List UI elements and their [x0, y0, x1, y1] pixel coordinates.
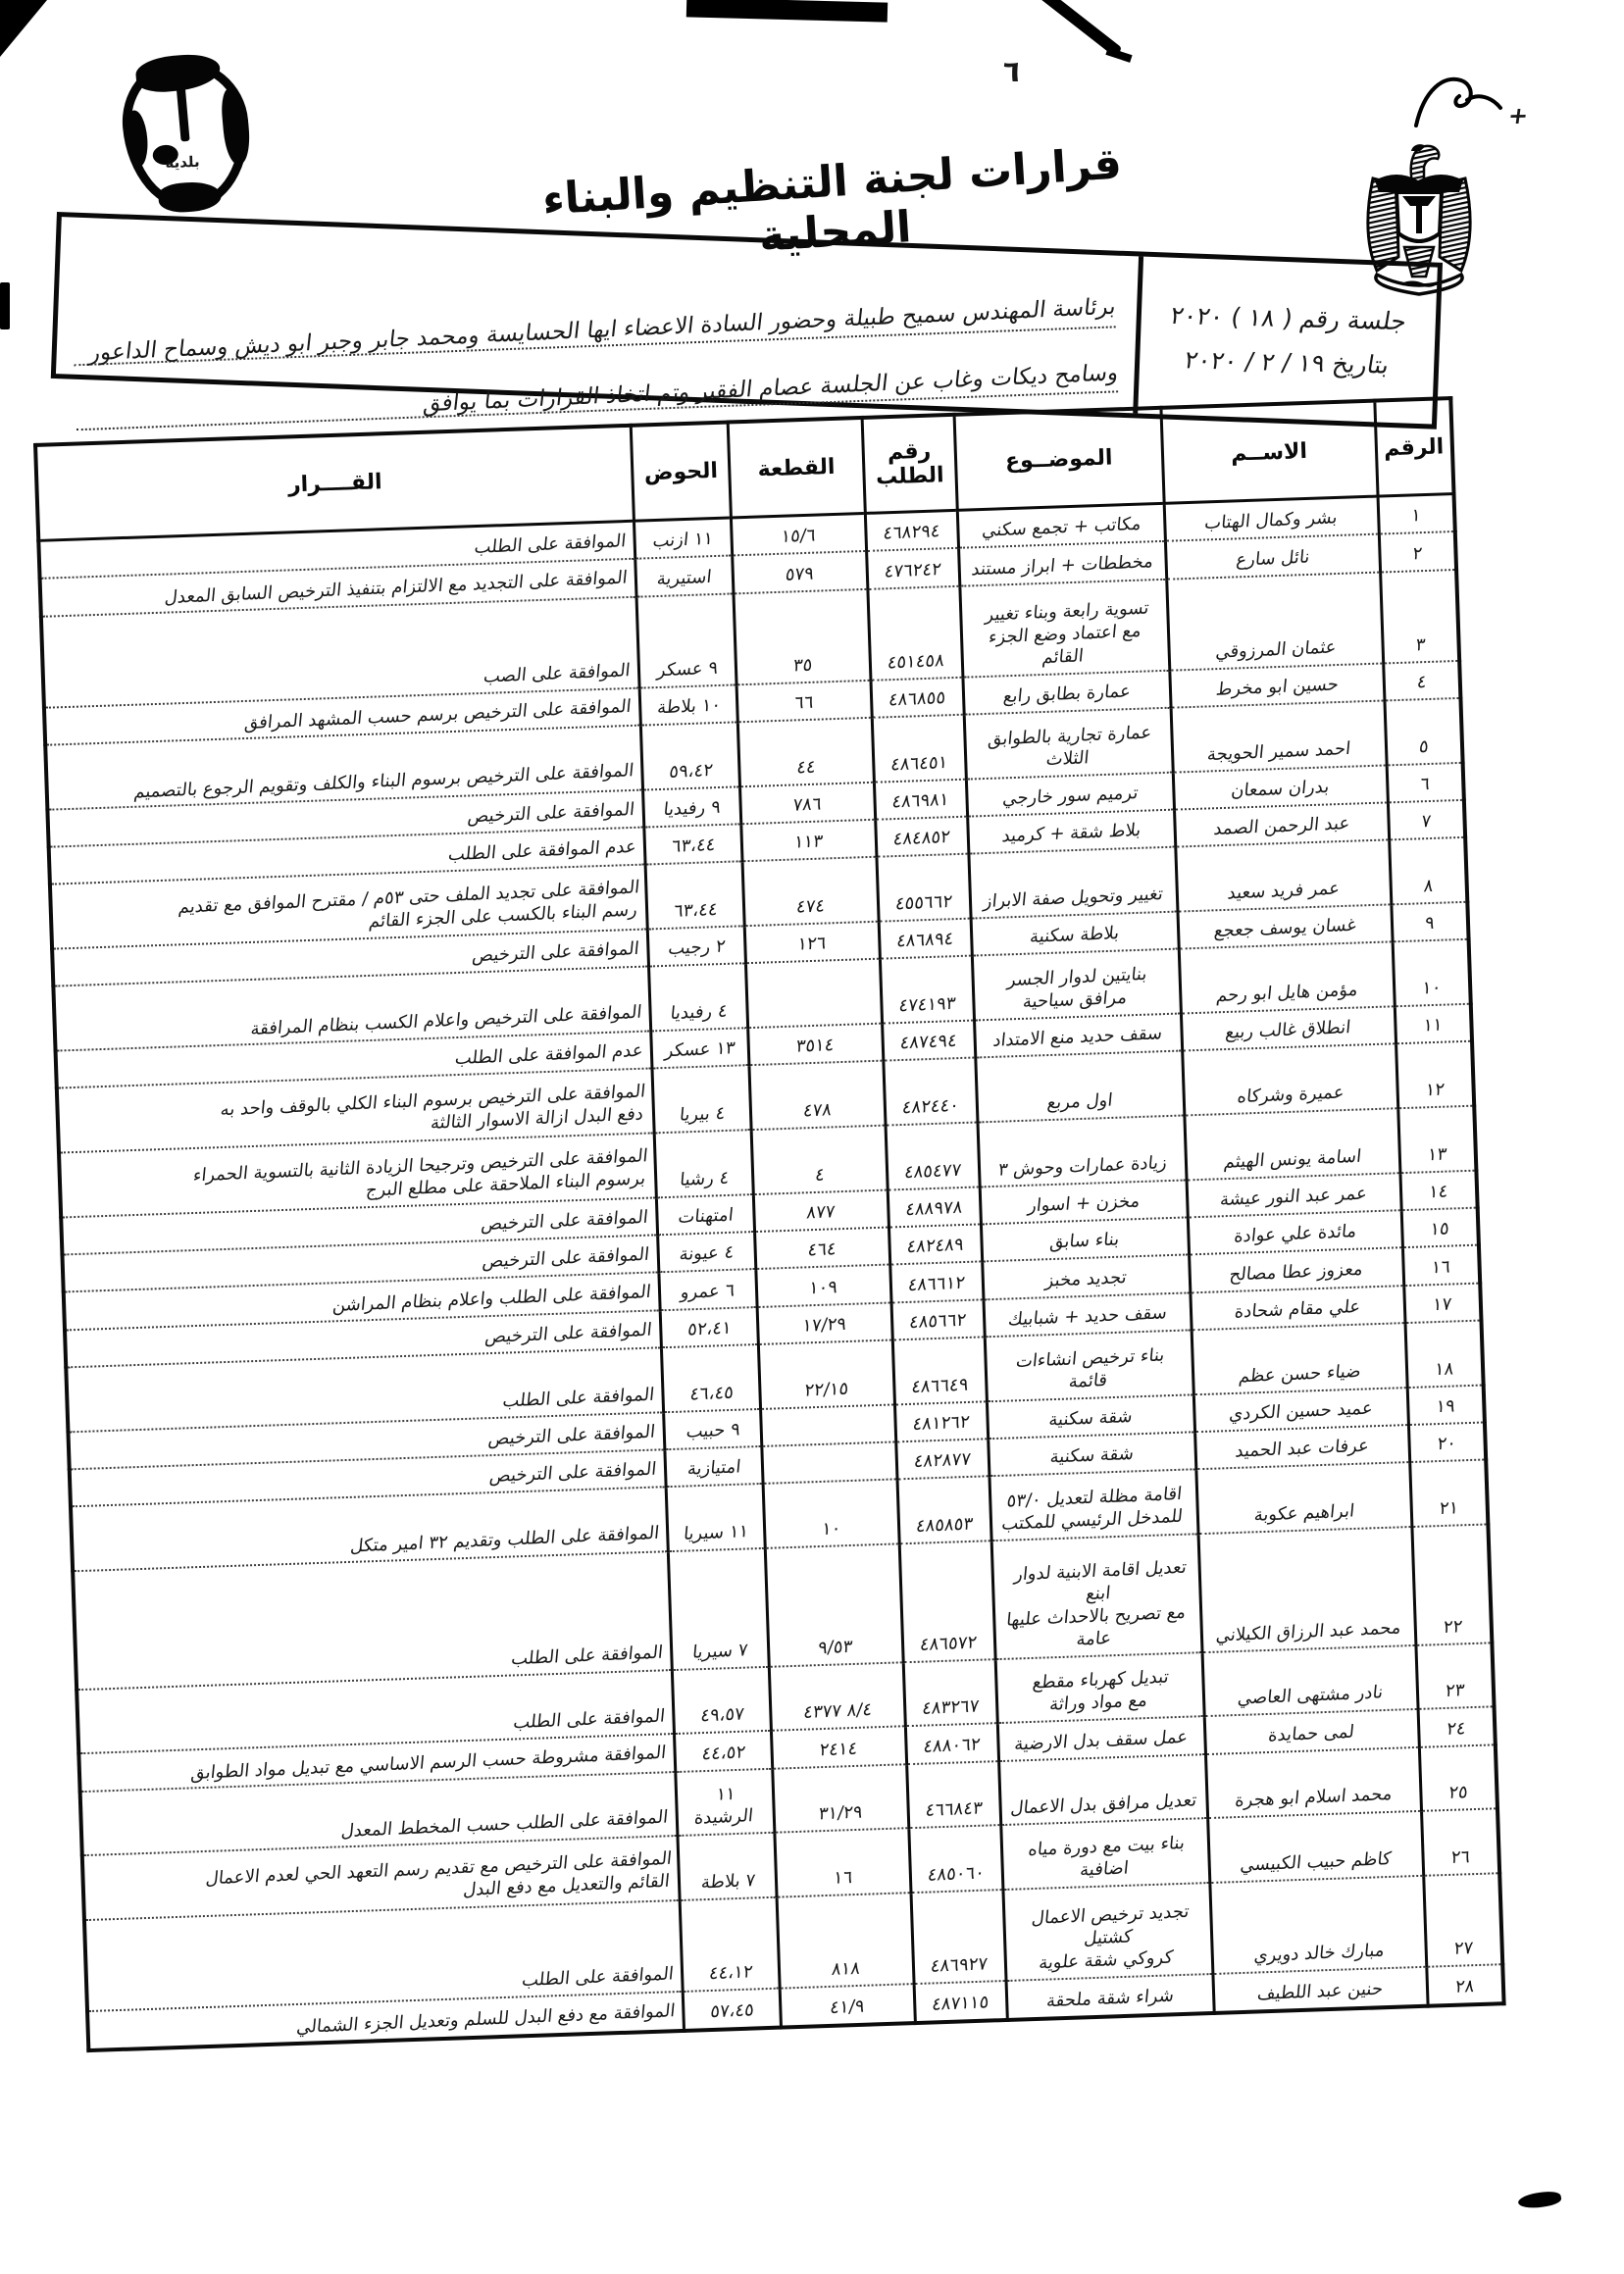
basin-cell: ٧ بلاطة: [678, 1833, 776, 1900]
decision-cell: الموافقة على الترخيص واعلام الكسب بنظام المرافقة: [249, 1001, 643, 1040]
parcel-cell: [760, 1404, 895, 1446]
subject-cell: تغيير وتحويل صفة الابراز: [969, 847, 1178, 919]
decision-cell: الموافقة على الترخيص: [482, 1244, 651, 1273]
subject-cell: عمارة بطابق رابع: [963, 671, 1171, 715]
request-number-cell: ٤٨٦٨٥٥: [871, 678, 964, 718]
basin-cell: ٧ سيريا: [669, 1548, 769, 1670]
subject-cell: تعديل اقامة الابنية لدوار ابنع مع تصريح بالاحداث عليها عامة: [991, 1534, 1202, 1659]
request-number-cell: ٤٨٦٦٤٩: [892, 1337, 987, 1404]
parcel-cell: ٦٦: [736, 681, 872, 723]
name-cell: كاظم حبيب الكبيسي: [1207, 1811, 1423, 1883]
basin-cell: ٤٤،١٢: [681, 1897, 780, 1992]
col-header-basin: الحوض: [632, 423, 731, 522]
name-cell: عبد الرحمن الصمد: [1174, 803, 1389, 847]
name-cell: معزوز عطا مصالح: [1189, 1248, 1403, 1292]
request-number-cell: ٤٨٨٠٦٢: [905, 1723, 998, 1763]
basin-cell: ٩ عسكر: [636, 593, 736, 687]
header-note-box: [51, 212, 1443, 430]
parcel-cell: ٣٥١٤: [747, 1024, 883, 1066]
parcel-cell: ٢٤١٤: [771, 1727, 906, 1769]
decisions-table-wrapper: [33, 396, 1506, 2052]
request-number-cell: ٤٨٦٩٨١: [874, 779, 967, 819]
row-number: ٢٢: [1411, 1524, 1492, 1644]
subject-cell: مكاتب + تجمع سكني: [957, 503, 1165, 548]
parcel-cell: ١٥/٦: [731, 513, 866, 555]
request-number-cell: ٤٨٦٩٢٧: [911, 1890, 1006, 1984]
row-number: ٥: [1384, 698, 1462, 765]
session-number: جلسة رقم ( ١٨ ) ٢٠٢٠: [1168, 301, 1409, 336]
subject-cell: شقة سكنية: [988, 1432, 1195, 1476]
parcel-cell: ٣١/٢٩: [772, 1764, 908, 1833]
parcel-cell: ٢٢/١٥: [758, 1339, 894, 1408]
name-cell: ضياء حسن عظم: [1192, 1323, 1407, 1394]
row-number: ١١: [1395, 1004, 1472, 1044]
subject-cell: بناء ترخيص انشاءات قائمة: [985, 1330, 1193, 1401]
handwritten-six-mark: ٦: [999, 54, 1023, 90]
subject-cell: عمارة تجارية بالطوابق الثلاث: [964, 708, 1173, 780]
name-cell: مبارك خالد دويري: [1209, 1876, 1426, 1974]
name-cell: ابراهيم عكوبة: [1195, 1462, 1411, 1534]
row-number: ٢٨: [1426, 1965, 1503, 2006]
basin-cell: ٦٣،٤٤: [646, 862, 744, 930]
basin-cell: ٥٢،٤١: [661, 1307, 758, 1347]
page-title: قرارات لجنة التنظيم والبناء المحلية: [540, 138, 1124, 262]
row-number: ١٢: [1396, 1041, 1474, 1108]
decision-cell: الموافقة على التجديد مع الالتزام بتنفيذ الترخيص السابق المعدل: [163, 567, 629, 608]
name-cell: عمر فريد سعيد: [1175, 840, 1391, 912]
name-cell: اسامة يونس الهيثم: [1184, 1108, 1399, 1180]
stamp-text: بلدية: [165, 152, 200, 173]
subject-cell: تسوية رابعة وبناء تغيير مع اعتماد وضع الجزء القائم: [960, 579, 1170, 677]
basin-cell: ١١ ازنب: [634, 518, 732, 559]
decision-cell: الموافقة على الترخيص: [488, 1458, 658, 1488]
basin-cell: ٩ رفيديا: [643, 786, 740, 827]
basin-cell: ٦٣،٤٤: [644, 824, 741, 864]
row-number: ٢٥: [1419, 1744, 1497, 1811]
parcel-cell: ٥٧٩: [732, 551, 867, 593]
subject-cell: ترميم سور خارجي: [966, 773, 1174, 817]
row-number: ١: [1378, 494, 1455, 534]
request-number-cell: ٤٨٢٤٤٠: [884, 1058, 978, 1126]
col-header-subject: الموضــوع: [954, 408, 1164, 510]
decision-cell: عدم الموافقة على الطلب: [453, 1040, 644, 1070]
row-number: ٦: [1387, 763, 1464, 803]
decision-cell: الموافقة على الترخيص مع تقديم رسم التعهد الحي لعدم الاعمال القائم والتعديل مع دفع البدل: [204, 1847, 673, 1901]
row-number: ٢٧: [1423, 1873, 1502, 1967]
basin-cell: ٦ عمرو: [659, 1269, 756, 1309]
row-number: ١٤: [1399, 1170, 1477, 1210]
request-number-cell: ٤٨٥٠٦٠: [909, 1825, 1003, 1893]
col-header-name: الاســم: [1160, 401, 1377, 504]
parcel-cell: [761, 1441, 896, 1484]
decision-cell: الموافقة على الطلب: [521, 1963, 675, 1992]
request-number-cell: ٤٧٤١٩٣: [880, 956, 974, 1024]
name-cell: عميد حسين الكردي: [1193, 1388, 1408, 1432]
request-number-cell: ٤٨٦٨٩٤: [879, 919, 972, 959]
name-cell: بدران سمعان: [1173, 765, 1388, 809]
decision-cell: عدم الموافقة على الطلب: [446, 836, 637, 866]
name-cell: حسين ابو مخرط: [1169, 663, 1384, 707]
name-cell: علي مقام شحادة: [1190, 1286, 1404, 1330]
row-number: ٢١: [1409, 1460, 1488, 1527]
scan-top-bar-artifact: [686, 0, 888, 23]
col-header-decision: القــــرار: [35, 426, 634, 541]
name-cell: مؤمن هايل ابو رحم: [1179, 942, 1395, 1014]
decision-cell: الموافقة على الترخيص وترجيحا الزيادة الثانية بالتسوية الحمراء برسوم البناء الملاحقة على مطلع البرج: [192, 1145, 649, 1201]
parcel-cell: ٤١/٩: [780, 1984, 915, 2027]
subject-cell: مخزن + اسوار: [980, 1180, 1188, 1224]
decision-cell: الموافقة مشروطة حسب الرسم الاساسي مع تبديل مواد الطوابق: [189, 1742, 668, 1784]
subject-cell: سقف حديد منع الامتداد: [974, 1014, 1182, 1058]
decision-cell: الموافقة على الطلب حسب المخطط المعدل: [340, 1806, 670, 1843]
col-header-number: الرقم: [1374, 398, 1453, 496]
request-number-cell: ٤٨٥٨٥٣: [897, 1476, 991, 1543]
row-number: ٢٦: [1421, 1809, 1499, 1876]
basin-cell: استيرية: [635, 556, 733, 596]
basin-cell: ٤ رفيديا: [649, 964, 747, 1032]
decision-cell: الموافقة على الترخيص برسم حسب المشهد المرافق: [243, 695, 634, 734]
request-number-cell: ٤٨١٢٦٢: [894, 1401, 988, 1441]
subject-cell: عمل سقف بدل الارضية: [997, 1716, 1205, 1760]
name-cell: عثمان المرزوقي: [1166, 572, 1383, 670]
row-number: ١٥: [1401, 1208, 1479, 1248]
col-header-request-number: رقم الطلب: [862, 415, 957, 514]
row-number: ٩: [1391, 902, 1468, 942]
name-cell: مائدة علي عوادة: [1188, 1210, 1402, 1254]
basin-cell: ١٣ عسكر: [651, 1028, 748, 1068]
name-cell: انطلاق غالب ربيع: [1181, 1006, 1396, 1050]
request-number-cell: ٤٨٢٨٧٧: [896, 1439, 990, 1479]
row-number: ٢٠: [1408, 1422, 1486, 1462]
row-number: ١٦: [1402, 1245, 1480, 1286]
decision-cell: الموافقة على الطلب: [510, 1642, 664, 1669]
handwritten-scribble: [1410, 71, 1518, 135]
decision-cell: الموافقة على الترخيص: [487, 1421, 657, 1449]
basin-cell: ٤ رشيا: [655, 1130, 753, 1197]
row-number: ٧: [1388, 800, 1465, 840]
basin-cell: ١٠ بلاطة: [640, 684, 737, 725]
decisions-table: [33, 396, 1506, 2052]
request-number-cell: ٤٨٦٥٧٢: [899, 1541, 995, 1662]
request-number-cell: ٤٦٨٢٩٤: [865, 510, 958, 551]
name-cell: بشر وكمال الهتاب: [1164, 496, 1379, 541]
request-number-cell: ٤٥١٤٥٨: [868, 585, 963, 680]
decision-cell: الموافقة على الطلب واعلام بنظام المراشن: [331, 1281, 652, 1316]
name-cell: محمد اسلام ابو هجرة: [1205, 1746, 1421, 1818]
row-number: ٣: [1380, 570, 1459, 664]
subject-cell: مخططات + ابراز مستند: [958, 541, 1166, 585]
row-number: ١٧: [1403, 1283, 1481, 1323]
basin-cell: ٤٩،٥٧: [673, 1666, 771, 1734]
basin-cell: ٢ رجيب: [648, 926, 745, 966]
note-line-text: برئاسة المهندس سميح طبيلة وحضور السادة الاعضاء ايها الحسايسة ومحمد جابر وجبر ابو ديش وسماح الداعور: [87, 293, 1118, 367]
decision-cell: الموافقة على الطلب وتقديم ٣٢ امير متكل: [348, 1522, 660, 1557]
municipal-stamp: [118, 54, 256, 216]
note-line-text: وسامح ديكات وغاب عن الجلسة عصام الفقير وتم اتخاذ القرارات بما يوافق: [421, 360, 1120, 418]
parcel-cell: ٤٧٨: [749, 1061, 886, 1130]
subject-cell: بناء سابق: [981, 1218, 1189, 1262]
name-cell: احمد سمير الحويجة: [1171, 701, 1387, 773]
row-number: ١٣: [1397, 1106, 1476, 1173]
subject-cell: بلاطة سكنية: [971, 912, 1179, 956]
row-number: ١٨: [1405, 1320, 1484, 1387]
parcel-cell: ٨١٨: [777, 1893, 914, 1989]
request-number-cell: ٤٨٥٦٦٢: [891, 1299, 985, 1339]
parcel-cell: ٤٧٤: [742, 857, 879, 926]
subject-cell: اقامة مظلة لتعديل ٥٣/٠ للمدخل الرئيسي للمكتب: [990, 1469, 1198, 1541]
parcel-cell: [745, 959, 882, 1028]
decision-cell: الموافقة على الترخيص برسوم البناء والكلف وتقويم الرجوع بالتصميم: [132, 760, 635, 803]
handwritten-plus-mark: +: [1506, 101, 1530, 130]
decision-cell: الموافقة على الترخيص: [483, 1319, 653, 1348]
request-number-cell: ٤٨٦٦١٢: [890, 1262, 984, 1302]
scan-edge-artifact: [0, 282, 10, 329]
name-cell: عرفات عبد الحميد: [1194, 1425, 1409, 1469]
decision-cell: الموافقة على الترخيص برسوم البناء الكلي بالوقف واحد به دفع البدل ازالة الاسوار الثالثة: [220, 1081, 647, 1135]
subject-cell: بلاط شقة + كرميد: [967, 810, 1175, 854]
basin-cell: ١١ سيريا: [667, 1484, 765, 1551]
request-number-cell: ٤٥٥٦٦٢: [877, 854, 971, 922]
parcel-cell: ١٠٩: [755, 1265, 890, 1307]
row-number: ٢٤: [1418, 1707, 1496, 1747]
basin-cell: امتهنات: [657, 1194, 754, 1235]
subject-cell: تعديل مرافق بدل الاعمال: [998, 1754, 1207, 1826]
parcel-cell: ١١٣: [740, 820, 876, 862]
basin-cell: ١١ الرشيدة: [676, 1768, 774, 1836]
subject-cell: سقف حديد + شبابيك: [984, 1292, 1192, 1337]
decision-cell: الموافقة على تجديد الملف حتى ٥٣م / مقترح الموافق مع تقديم رسم البناء بالكسب على الجزء القائم: [177, 877, 640, 933]
decision-cell: الموافقة مع دفع البدل للسلم وتعديل الجزء الشمالي: [295, 2000, 677, 2039]
request-number-cell: ٤٨٧٤٩٤: [882, 1021, 975, 1061]
parcel-cell: ٩/٥٣: [765, 1543, 903, 1666]
request-number-cell: ٤٧٦٢٤٢: [866, 548, 959, 588]
row-number: ٨: [1389, 837, 1467, 904]
parcel-cell: ٧٨٦: [739, 783, 875, 825]
subject-cell: تجديد مخبز: [982, 1255, 1190, 1299]
request-number-cell: ٤٦٦٨٤٣: [906, 1761, 1000, 1829]
name-cell: عمر عبد النور عيشة: [1187, 1173, 1401, 1217]
parcel-cell: ١٧/٢٩: [757, 1302, 892, 1344]
parcel-cell: ١٠: [763, 1479, 899, 1547]
decision-cell: الموافقة على الصب: [482, 659, 632, 687]
name-cell: نادر مشتهى العاصي: [1202, 1645, 1418, 1717]
row-number: ١٠: [1393, 939, 1471, 1006]
row-number: ٢٣: [1415, 1642, 1494, 1709]
request-number-cell: ٤٨٣٢٦٧: [903, 1659, 997, 1727]
parcel-cell: ٤٦٤: [754, 1228, 889, 1270]
subject-cell: تجديد ترخيص الاعمال كشتيل كروكي شقة علوية: [1003, 1883, 1213, 1981]
request-number-cell: ٤٨٢٤٨٩: [888, 1224, 982, 1264]
parcel-cell: ٤٤: [737, 718, 874, 786]
parcel-cell: ٤: [751, 1126, 888, 1194]
parcel-cell: ١٦: [775, 1829, 911, 1897]
request-number-cell: ٤٨٦٤٥١: [872, 715, 966, 783]
request-number-cell: ٤٨٥٤٧٧: [886, 1123, 980, 1190]
scan-blob-artifact: [1517, 2190, 1562, 2211]
decisions-table-body: [38, 494, 1503, 2051]
decision-cell: الموافقة على الترخيص: [467, 799, 636, 828]
name-cell: حنين عبد اللطيف: [1212, 1967, 1427, 2013]
decision-cell: الموافقة على الطلب: [512, 1705, 666, 1734]
basin-cell: امتيازية: [665, 1446, 762, 1487]
decision-cell: الموافقة على الترخيص: [480, 1206, 650, 1236]
row-number: ١٩: [1407, 1385, 1485, 1425]
basin-cell: ٤٤،٥٢: [675, 1731, 772, 1771]
subject-cell: بناء بيت مع دورة مياه اضافية: [1000, 1818, 1209, 1890]
name-cell: محمد عبد الرزاق الكيلاني: [1198, 1527, 1416, 1652]
basin-cell: ٤٦،٤٥: [662, 1344, 760, 1412]
request-number-cell: ٤٨٨٩٧٨: [888, 1187, 981, 1227]
session-date: بتاريخ ١٩ / ٢ / ٢٠٢٠: [1182, 345, 1392, 379]
scan-corner-artifact: [0, 0, 47, 57]
name-cell: عميرة وشركاه: [1182, 1044, 1397, 1116]
subject-cell: بنايتين لدوار الجسر مرافق سياحية: [972, 949, 1181, 1021]
row-number: ٤: [1383, 661, 1460, 701]
subject-cell: شراء شقة ملحقة: [1006, 1974, 1214, 2020]
basin-cell: ٩ حبيب: [664, 1409, 761, 1449]
name-cell: غسان يوسف جعجع: [1177, 904, 1392, 948]
decision-cell: الموافقة على الترخيص: [471, 938, 641, 967]
name-cell: لمى حمايدة: [1204, 1709, 1419, 1753]
parcel-cell: ٣٥: [734, 588, 871, 684]
basin-cell: ٥٩،٤٢: [641, 722, 739, 789]
basin-cell: ٤ بيريا: [652, 1066, 750, 1134]
subject-cell: اول مربع: [975, 1051, 1184, 1123]
parcel-cell: ٨٧٧: [753, 1189, 888, 1232]
subject-cell: شقة سكنية: [987, 1394, 1194, 1439]
decision-cell: الموافقة على الطلب: [501, 1384, 656, 1412]
parcel-cell: ١٢٦: [744, 922, 880, 964]
basin-cell: ٤ عيونة: [658, 1232, 755, 1272]
name-cell: نائل سارع: [1165, 534, 1380, 579]
row-number: ٢: [1379, 531, 1456, 572]
decision-cell: الموافقة على الطلب: [473, 531, 628, 559]
subject-cell: تبديل كهرباء مقطع مع مواد وراثة: [995, 1652, 1204, 1724]
basin-cell: ٥٧،٤٥: [684, 1989, 781, 2031]
parcel-cell: ٨/٤ ٤٣٧٧: [769, 1662, 905, 1731]
request-number-cell: ٤٨٧١١٥: [914, 1981, 1007, 2023]
col-header-parcel: القطعة: [728, 418, 865, 518]
subject-cell: زيادة عمارات وحوش ٣: [978, 1116, 1187, 1188]
request-number-cell: ٤٨٤٨٥٢: [876, 817, 969, 857]
